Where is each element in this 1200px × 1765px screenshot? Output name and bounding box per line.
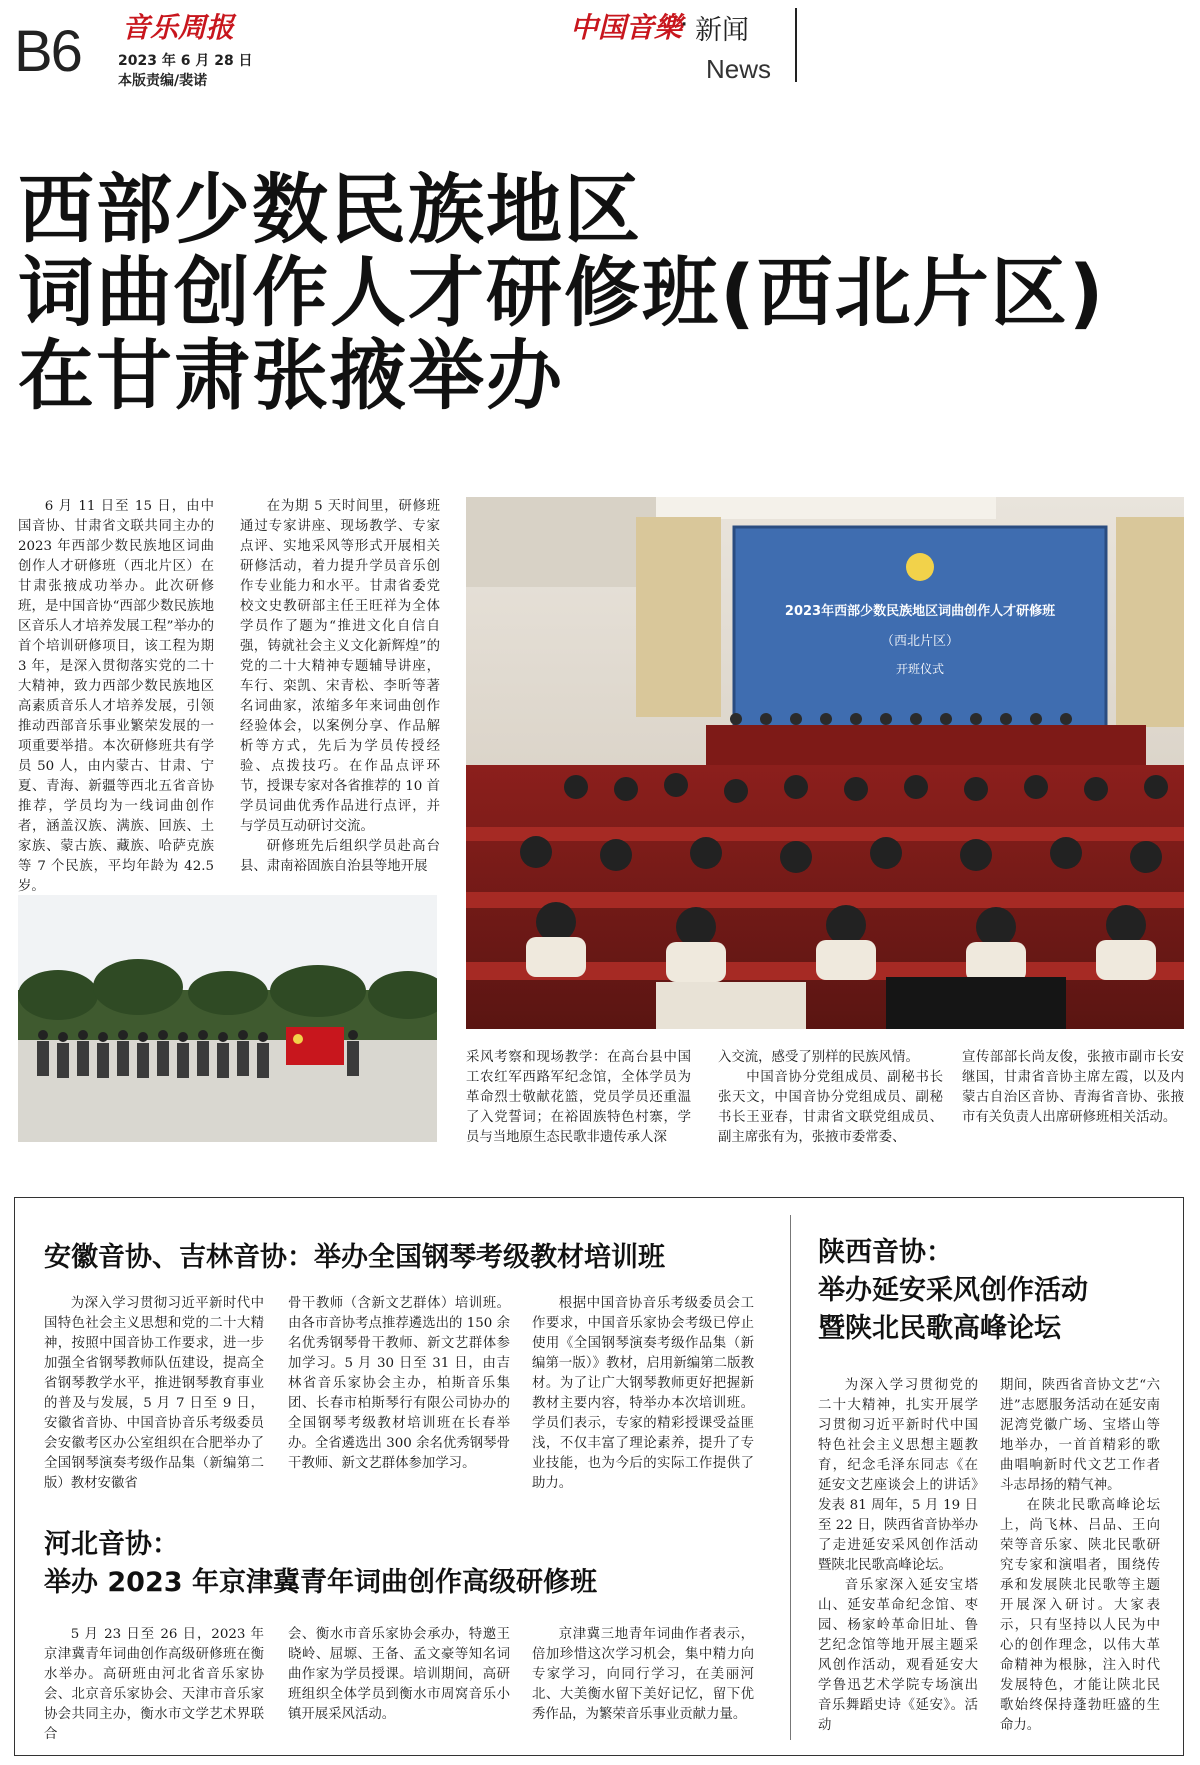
paragraph: 5 月 23 日至 26 日，2023 年京津冀青年词曲创作高级研修班在衡水举办。高研班由河北省音乐家协会、北京音乐家协会、天津市音乐家协会共同主办，衡水市文学艺术界联合 bbox=[44, 1627, 264, 1742]
screen-subtitle: 开班仪式 bbox=[895, 662, 945, 676]
section-separator: · bbox=[680, 10, 689, 40]
anhui-column-2 bbox=[288, 1294, 510, 1474]
anhui-column-1 bbox=[44, 1294, 264, 1494]
paragraph: 在为期 5 天时间里，研修班通过专家讲座、现场教学、专家点评、实地采风等形式开展相关研修活动，着力提升学员音乐创作专业能力和水平。甘肃省委党校文史教研部主任王旺祥为全体学员作了题为“推进文化自信自强，铸就社会主义文化新辉煌”的党的二十大精神专题辅导讲座，车行、栾凯、宋青松、李昕等著名词曲家，浓缩多年来词曲创作经验体会，以案例分享、作品解析等方式，先后为学员传授经验、点拨技巧。在作品点评环节，授课专家对各省推荐的 10 首学员词曲优秀作品进行点评，并与学员互动研讨交流。 bbox=[240, 499, 440, 834]
section-title: 新闻 bbox=[695, 15, 749, 46]
shaanxi-title-line1: 陕西音协： bbox=[818, 1237, 953, 1268]
hebei-title-line2: 举办 2023 年京津冀青年词曲创作高级研修班 bbox=[44, 1567, 597, 1598]
page-number: B6 bbox=[14, 19, 81, 84]
headline-line: 在甘肃张掖举办 bbox=[18, 331, 564, 420]
screen-subtitle: （西北片区） bbox=[880, 634, 960, 649]
paragraph: 音乐家深入延安宝塔山、延安革命纪念馆、枣园、杨家岭革命旧址、鲁艺纪念馆等地开展主题采风创作活动，观看延安大学鲁迅艺术学院专场演出音乐舞蹈史诗《延安》。活动 bbox=[818, 1578, 978, 1733]
shaanxi-title-line2: 举办延安采风创作活动 bbox=[818, 1275, 1088, 1306]
section-title-en: News bbox=[706, 54, 772, 84]
brand-logo: 中国音樂 bbox=[570, 11, 683, 44]
paragraph: 研修班先后组织学员赴高台县、肃南裕固族自治县等地开展 bbox=[240, 839, 440, 874]
screen-title: 2023年西部少数民族地区词曲创作人才研修班 bbox=[784, 604, 1056, 619]
outdoor-ceremony-photo bbox=[18, 895, 437, 1142]
paragraph: 期间，陕西省音协文艺“六进”志愿服务活动在延安南泥湾党徽广场、宝塔山等地举办，一首首精彩的歌曲唱响新时代文艺工作者斗志昂扬的精气神。 bbox=[1000, 1378, 1160, 1493]
article-column-1 bbox=[18, 497, 214, 897]
paragraph: 为深入学习贯彻习近平新时代中国特色社会主义思想和党的二十大精神，按照中国音协工作要求，进一步加强全省钢琴教师队伍建设，提高全省钢琴教学水平，推进钢琴教育事业的普及与发展，5 月 7 日至 9 日，安徽省音协、中国音协音乐考级委员会安徽考区办公室组织在合肥举办了全国钢琴演奏考级作品集（新编第二版）教材安徽省 bbox=[44, 1296, 264, 1491]
header-divider bbox=[795, 8, 797, 82]
shaanxi-column-1 bbox=[818, 1376, 978, 1736]
paragraph: 骨干教师（含新文艺群体）培训班。由各市音协考点推荐遴选出的 150 余名优秀钢琴骨干教师、新文艺群体参加学习。5 月 30 日至 31 日，由吉林省音乐家协会主办，柏斯音乐集团、长春市柏斯琴行有限公司协办的全国钢琴考级教材培训班在长春举办。全省遴选出 300 余名优秀钢琴骨干教师、新文艺群体参加学习。 bbox=[288, 1296, 510, 1471]
hebei-title-line1: 河北音协： bbox=[44, 1529, 179, 1560]
main-headline bbox=[18, 165, 1188, 420]
paragraph: 6 月 11 日至 15 日，由中国音协、甘肃省文联共同主办的 2023 年西部少数民族地区词曲创作人才研修班（西北片区）在甘肃张掖成功举办。此次研修班，是中国音协“西部少数民族地区音乐人才培养发展工程”举办的首个培训研修项目，该工程为期 3 年，是深入贯彻落实党的二十大精神，致力西部少数民族地区高素质音乐人才培养发展，引领推动西部音乐事业繁荣发展的一项重要举措。本次研修班共有学员 50 人，由内蒙古、甘肃、宁夏、青海、新疆等西北五省音协推荐，学员均为一线词曲创作者，涵盖汉族、满族、回族、土家族、蒙古族、藏族、哈萨克族等 7 个民族，平均年龄为 42.5 岁。 bbox=[18, 499, 214, 894]
article-column-4: 入交流，感受了别样的民族风情。 中国音协分党组成员、副秘书长张天文，中国音协分党组成员、副秘书长王亚春，甘肃省文联党组成员、副主席张有为，张掖市委常委、 bbox=[718, 1050, 943, 1145]
editor-credit: 本版责编/裴诺 bbox=[118, 73, 208, 89]
issue-date: 2023 年 6 月 28 日 bbox=[118, 53, 253, 69]
headline-line: 西部少数民族地区 bbox=[18, 165, 642, 254]
paper-name-logo: 音乐周报 bbox=[122, 11, 235, 44]
anhui-column-3 bbox=[532, 1294, 754, 1494]
anhui-jilin-title: 安徽音协、吉林音协：举办全国钢琴考级教材培训班 bbox=[44, 1242, 665, 1273]
article-column-3: 采风考察和现场教学：在高台县中国工农红军西路军纪念馆，全体学员为革命烈士敬献花篮，党员学员还重温了入党誓词；在裕固族特色村寨，学员与当地原生态民歌非遗传承人深 bbox=[466, 1050, 691, 1145]
hebei-column-2 bbox=[288, 1625, 510, 1725]
paragraph: 在陕北民歌高峰论坛上，尚飞林、吕品、王向荣等音乐家、陕北民歌研究专家和演唱者，围绕传承和发展陕北民歌等主题开展深入研讨。大家表示，只有坚持以人民为中心的创作理念，以伟大革命精神为根脉，注入时代发展特色，才能让陕北民歌始终保持蓬勃旺盛的生命力。 bbox=[1000, 1498, 1160, 1733]
shaanxi-column-2 bbox=[1000, 1376, 1160, 1736]
hebei-column-1 bbox=[44, 1625, 264, 1745]
paragraph: 会、衡水市音乐家协会承办，特邀王晓岭、屈塬、王备、孟文豪等知名词曲作家为学员授课。培训期间，高研班组织全体学员到衡水市周窝音乐小镇开展采风活动。 bbox=[288, 1627, 510, 1722]
paragraph: 京津冀三地青年词曲作者表示，倍加珍惜这次学习机会，集中精力向专家学习，向同行学习，在美丽河北、大美衡水留下美好记忆，留下优秀作品，为繁荣音乐事业贡献力量。 bbox=[532, 1627, 754, 1722]
headline-line: 词曲创作人才研修班(西北片区) bbox=[18, 248, 1106, 337]
paragraph: 根据中国音协音乐考级委员会工作要求，中国音乐家协会考级已停止使用《全国钢琴演奏考级作品集（新编第一版）》教材，启用新编第二版教材。为了让广大钢琴教师更好把握新教材主要内容，特举办本次培训班。学员们表示，专家的精彩授课受益匪浅，不仅丰富了理论素养，提升了专业技能，也为今后的实际工作提供了助力。 bbox=[532, 1296, 754, 1491]
article-column-5: 宣传部部长尚友俊，张掖市副市长安继国，甘肃省音协主席左霞，以及内蒙古自治区音协、青海省音协、张掖市有关负责人出席研修班相关活动。 bbox=[962, 1050, 1184, 1125]
hebei-column-3 bbox=[532, 1625, 754, 1725]
paragraph: 为深入学习贯彻党的二十大精神，扎实开展学习贯彻习近平新时代中国特色社会主义思想主题教育，纪念毛泽东同志《在延安文艺座谈会上的讲话》发表 81 周年，5 月 19 日至 22 日，陕西省音协举办了走进延安采风创作活动暨陕北民歌高峰论坛。 bbox=[818, 1378, 978, 1573]
box-divider bbox=[790, 1215, 791, 1740]
article-column-2 bbox=[240, 497, 440, 877]
shaanxi-title-line3: 暨陕北民歌高峰论坛 bbox=[818, 1313, 1061, 1344]
conference-hall-photo bbox=[466, 497, 1184, 1029]
